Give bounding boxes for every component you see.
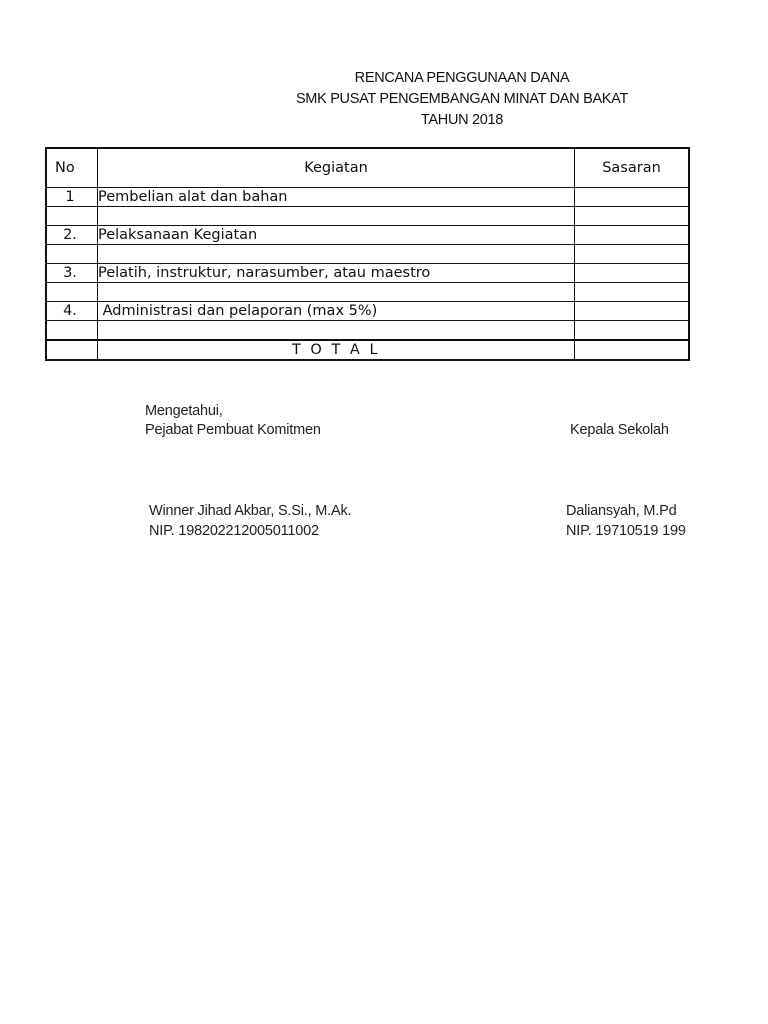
row-kegiatan: Pelaksanaan Kegiatan — [98, 226, 575, 245]
row-kegiatan: Administrasi dan pelaporan (max 5%) — [98, 302, 575, 321]
table-row — [46, 302, 689, 321]
table-row — [46, 207, 689, 226]
total-no — [46, 340, 98, 360]
row-kegiatan: Pelatih, instruktur, narasumber, atau maestro — [98, 264, 575, 283]
signature-right-name: Daliansyah, M.Pd — [566, 503, 677, 519]
row-sasaran — [575, 302, 690, 321]
total-label: T O T A L — [98, 340, 575, 360]
row-sasaran — [575, 207, 690, 226]
row-no — [46, 245, 98, 264]
header-sasaran: Sasaran — [575, 148, 690, 188]
row-sasaran — [575, 321, 690, 341]
row-kegiatan: Pembelian alat dan bahan — [98, 188, 575, 207]
row-no: 2. — [46, 226, 98, 245]
table-row — [46, 321, 689, 341]
row-kegiatan — [98, 283, 575, 302]
signature-right-nip: NIP. 19710519 199 — [566, 523, 686, 539]
table-total-row — [46, 340, 689, 360]
row-sasaran — [575, 245, 690, 264]
row-sasaran — [575, 226, 690, 245]
total-sasaran — [575, 340, 690, 360]
signature-right-title: Kepala Sekolah — [570, 422, 669, 438]
row-kegiatan — [98, 207, 575, 226]
row-no: 1 — [46, 188, 98, 207]
header-no: No — [46, 148, 98, 188]
table-row — [46, 264, 689, 283]
row-sasaran — [575, 283, 690, 302]
title-line-1: RENCANA PENGGUNAAN DANA — [354, 70, 570, 86]
table-row — [46, 283, 689, 302]
table-row — [46, 188, 689, 207]
signature-left-name: Winner Jihad Akbar, S.Si., M.Ak. — [149, 503, 352, 519]
row-no: 4. — [46, 302, 98, 321]
row-kegiatan — [98, 321, 575, 341]
row-no — [46, 321, 98, 341]
header-kegiatan: Kegiatan — [98, 148, 575, 188]
table-row — [46, 245, 689, 264]
row-sasaran — [575, 188, 690, 207]
row-sasaran — [575, 264, 690, 283]
title-line-3: TAHUN 2018 — [420, 112, 504, 128]
row-no: 3. — [46, 264, 98, 283]
row-no — [46, 207, 98, 226]
title-line-2: SMK PUSAT PENGEMBANGAN MINAT DAN BAKAT — [295, 91, 629, 107]
table-header-row — [46, 148, 689, 188]
signature-left-nip: NIP. 198202212005011002 — [149, 523, 319, 539]
signature-left-line2: Pejabat Pembuat Komitmen — [145, 422, 321, 438]
row-kegiatan — [98, 245, 575, 264]
table-row — [46, 226, 689, 245]
budget-table — [45, 147, 690, 361]
signature-left-line1: Mengetahui, — [145, 403, 223, 419]
row-no — [46, 283, 98, 302]
